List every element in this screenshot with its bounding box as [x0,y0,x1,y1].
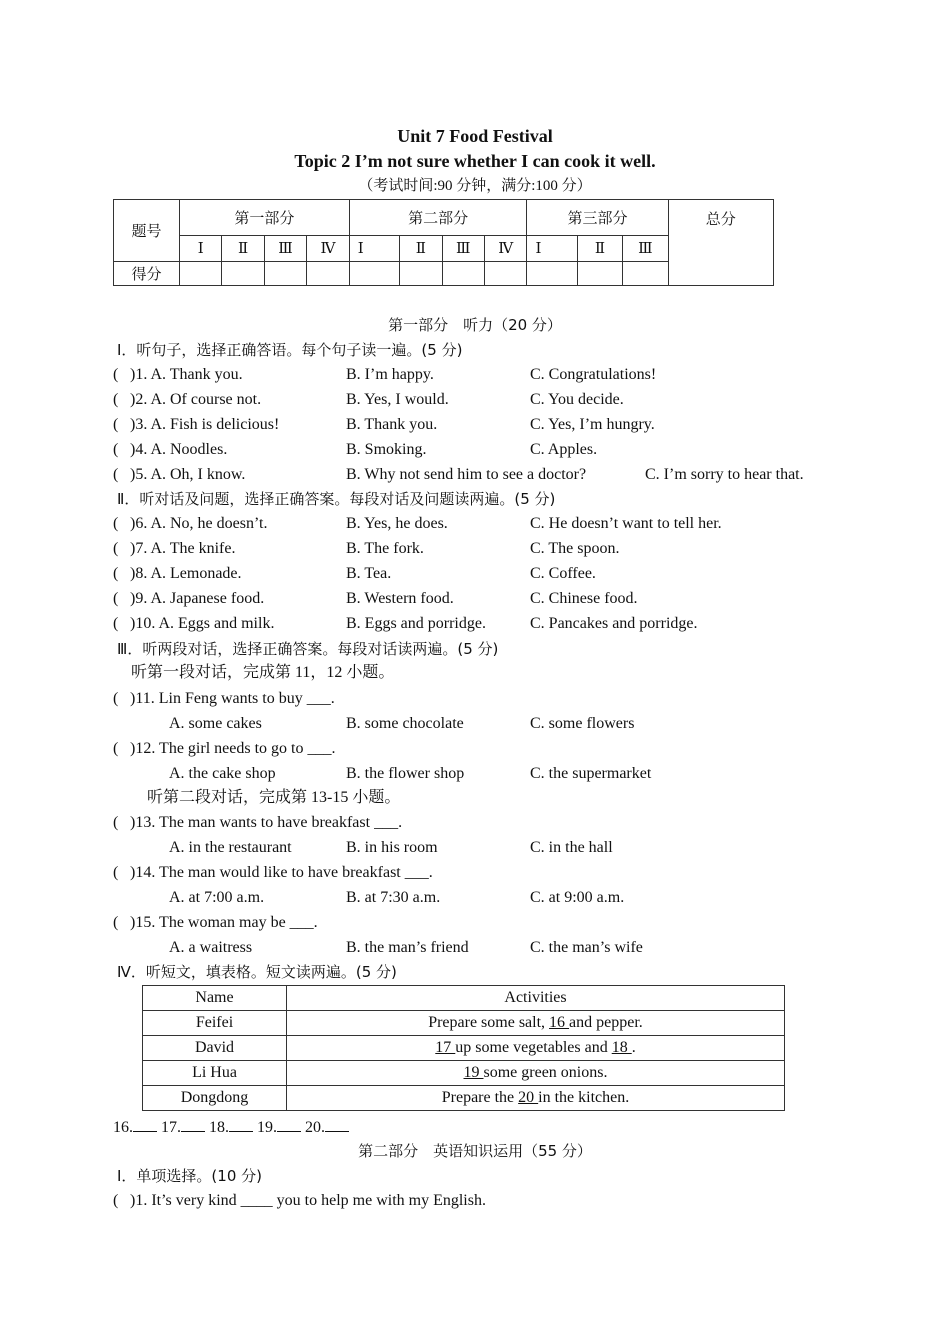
option-c: C. I’m sorry to hear that. [645,466,804,483]
question-stem: )11. Lin Feng wants to buy ___. [130,690,335,707]
score-cell[interactable] [527,262,577,286]
option-a: )3. A. Fish is delicious! [130,416,280,433]
answer-blank[interactable] [325,1117,349,1132]
score-cell[interactable] [400,262,442,286]
activity-text: Prepare some salt, [428,1014,550,1031]
paren[interactable]: ( [113,515,119,532]
option-c: C. The spoon. [530,540,620,557]
unit-title: Unit 7 Food Festival [397,126,553,146]
name-cell: Feifei [143,1011,287,1036]
p1-col: Ⅳ [307,236,350,262]
option-c: C. He doesn’t want to tell her. [530,515,722,532]
answer-label: 19. [257,1119,277,1136]
paren[interactable]: ( [113,740,119,757]
score-cell[interactable] [623,262,668,286]
option-a: )8. A. Lemonade. [130,565,242,582]
question-15-options [113,938,873,958]
option-c: C. at 9:00 a.m. [530,889,625,906]
part1-heading: 第一部分 听力（20 分） [388,316,562,334]
question-stem: )15. The woman may be ___. [130,914,318,931]
question-3 [113,415,873,435]
question-number-label: 题号 [114,200,180,262]
question-15 [113,913,873,933]
p2-col: Ⅲ [442,236,484,262]
score-cell[interactable] [577,262,622,286]
name-cell: Li Hua [143,1061,287,1086]
option-a: A. at 7:00 a.m. [169,889,265,906]
option-a: )9. A. Japanese food. [130,590,265,607]
paren[interactable]: ( [113,864,119,881]
question-1 [113,365,873,385]
score-cell[interactable] [222,262,264,286]
answer-label: 17. [161,1119,181,1136]
section3-note-1: 听第一段对话，完成第 11，12 小题。 [131,664,395,681]
paren[interactable]: ( [113,391,119,408]
option-c: C. Pancakes and porridge. [530,615,698,632]
option-b: B. Eggs and porridge. [346,615,486,632]
answer-blank[interactable] [181,1117,205,1132]
topic-title: Topic 2 I’m not sure whether I can cook it well. [294,151,656,171]
option-a: A. the cake shop [169,765,276,782]
paren[interactable]: ( [113,1192,119,1209]
answer-blank[interactable] [229,1117,253,1132]
blank-19[interactable]: 19 [463,1064,484,1081]
activity-table [142,985,785,1111]
part1-header: 第一部分 [180,200,350,236]
answer-label: 18. [209,1119,229,1136]
question-14-options [113,888,873,908]
score-cell[interactable] [442,262,484,286]
option-a: A. a waitress [169,939,253,956]
activity-text: up some vegetables and [455,1039,612,1056]
paren[interactable]: ( [113,441,119,458]
question-8 [113,564,873,584]
section4-instruction: Ⅳ．听短文，填表格。短文读两遍。(5 分) [117,963,397,981]
activity-cell [287,1086,785,1111]
question-10 [113,614,873,634]
activity-text: . [631,1039,636,1056]
question-9 [113,589,873,609]
p3-col: Ⅱ [577,236,622,262]
answer-blank[interactable] [133,1117,157,1132]
table-row [143,1061,785,1086]
total-header: 总分 [668,200,773,286]
paren[interactable]: ( [113,690,119,707]
activity-text: in the kitchen. [538,1089,630,1106]
section3-instruction: Ⅲ．听两段对话，选择正确答案。每段对话读两遍。(5 分) [117,640,499,658]
table-row [143,1011,785,1036]
activity-cell [287,1011,785,1036]
table-row [143,1036,785,1061]
answer-line [113,1117,349,1138]
answer-label: 20. [305,1119,325,1136]
name-header: Name [143,986,287,1011]
option-b: B. Smoking. [346,441,427,458]
option-a: )2. A. Of course not. [130,391,262,408]
question-12-options [113,764,873,784]
option-a: )7. A. The knife. [130,540,236,557]
score-cell[interactable] [180,262,222,286]
option-c: C. Congratulations! [530,366,657,383]
score-table [113,199,774,286]
score-cell[interactable] [349,262,399,286]
blank-18[interactable]: 18 [611,1039,632,1056]
paren[interactable]: ( [113,466,119,483]
option-a: )1. A. Thank you. [130,366,243,383]
question-stem: )13. The man wants to have breakfast ___. [130,814,403,831]
option-c: C. Chinese food. [530,590,638,607]
score-cell[interactable] [264,262,306,286]
option-b: B. Why not send him to see a doctor? [346,466,587,483]
question-14 [113,863,873,883]
p3-col: Ⅲ [623,236,668,262]
p3-col: Ⅰ [527,236,577,262]
p2-col: Ⅱ [400,236,442,262]
activity-cell [287,1036,785,1061]
option-c: C. You decide. [530,391,624,408]
question-6 [113,514,873,534]
question-13 [113,813,873,833]
activity-cell [287,1061,785,1086]
p1-col: Ⅱ [222,236,264,262]
name-cell: David [143,1036,287,1061]
score-cell[interactable] [484,262,527,286]
option-a: A. in the restaurant [169,839,292,856]
option-c: C. Apples. [530,441,598,458]
paren[interactable]: ( [113,540,119,557]
option-b: B. Yes, I would. [346,391,449,408]
option-c: C. the supermarket [530,765,652,782]
paren[interactable]: ( [113,416,119,433]
question-stem: )1. It’s very kind ____ you to help me with my English. [130,1192,486,1209]
question-4 [113,440,873,460]
option-b: B. Thank you. [346,416,438,433]
option-b: B. Tea. [346,565,392,582]
p1-col: Ⅲ [264,236,306,262]
question-13-options [113,838,873,858]
option-b: B. the man’s friend [346,939,469,956]
activity-text: some green onions. [483,1064,608,1081]
p2-col: Ⅰ [349,236,399,262]
part2-header: 第二部分 [349,200,527,236]
activity-text: and pepper. [569,1014,643,1031]
question-stem: )12. The girl needs to go to ___. [130,740,336,757]
question-7 [113,539,873,559]
question-stem: )14. The man would like to have breakfast ___. [130,864,433,881]
answer-blank[interactable] [277,1117,301,1132]
option-a: )10. A. Eggs and milk. [130,615,275,632]
section3-note-2: 听第二段对话，完成第 13-15 小题。 [147,789,401,806]
paren[interactable]: ( [113,366,119,383]
part3-header: 第三部分 [527,200,668,236]
option-a: )6. A. No, he doesn’t. [130,515,268,532]
part2-question-1 [113,1191,873,1211]
option-c: C. Coffee. [530,565,596,582]
activity-text: Prepare the [441,1089,519,1106]
exam-info: （考试时间:90 分钟，满分:100 分） [358,178,592,194]
section2-instruction: Ⅱ．听对话及问题，选择正确答案。每段对话及问题读两遍。(5 分) [117,490,556,508]
option-c: C. some flowers [530,715,635,732]
option-a: )5. A. Oh, I know. [130,466,246,483]
question-5 [113,465,873,485]
question-2 [113,390,873,410]
paren[interactable]: ( [113,565,119,582]
answer-label: 16. [113,1119,133,1136]
option-b: B. I’m happy. [346,366,434,383]
option-b: B. the flower shop [346,765,465,782]
paren[interactable]: ( [113,814,119,831]
activities-header: Activities [287,986,785,1011]
part2-section1-instruction: Ⅰ．单项选择。(10 分) [117,1167,262,1185]
blank-17[interactable]: 17 [435,1039,456,1056]
option-c: C. Yes, I’m hungry. [530,416,655,433]
option-c: C. the man’s wife [530,939,643,956]
option-c: C. in the hall [530,839,613,856]
p1-col: Ⅰ [180,236,222,262]
option-b: B. in his room [346,839,438,856]
part2-heading: 第二部分 英语知识运用（55 分） [358,1142,592,1160]
option-b: B. at 7:30 a.m. [346,889,441,906]
question-11 [113,689,873,709]
question-12 [113,739,873,759]
name-cell: Dongdong [143,1086,287,1111]
table-row [143,1086,785,1111]
score-cell[interactable] [307,262,350,286]
option-b: B. The fork. [346,540,424,557]
question-11-options [113,714,873,734]
blank-16[interactable]: 16 [549,1014,570,1031]
blank-20[interactable]: 20 [518,1089,539,1106]
option-b: B. Western food. [346,590,454,607]
paren[interactable]: ( [113,615,119,632]
option-b: B. Yes, he does. [346,515,448,532]
option-b: B. some chocolate [346,715,464,732]
paren[interactable]: ( [113,590,119,607]
score-label: 得分 [114,262,180,286]
section1-instruction: Ⅰ．听句子，选择正确答语。每个句子读一遍。(5 分) [117,341,463,359]
option-a: A. some cakes [169,715,262,732]
option-a: )4. A. Noodles. [130,441,228,458]
p2-col: Ⅳ [484,236,527,262]
paren[interactable]: ( [113,914,119,931]
